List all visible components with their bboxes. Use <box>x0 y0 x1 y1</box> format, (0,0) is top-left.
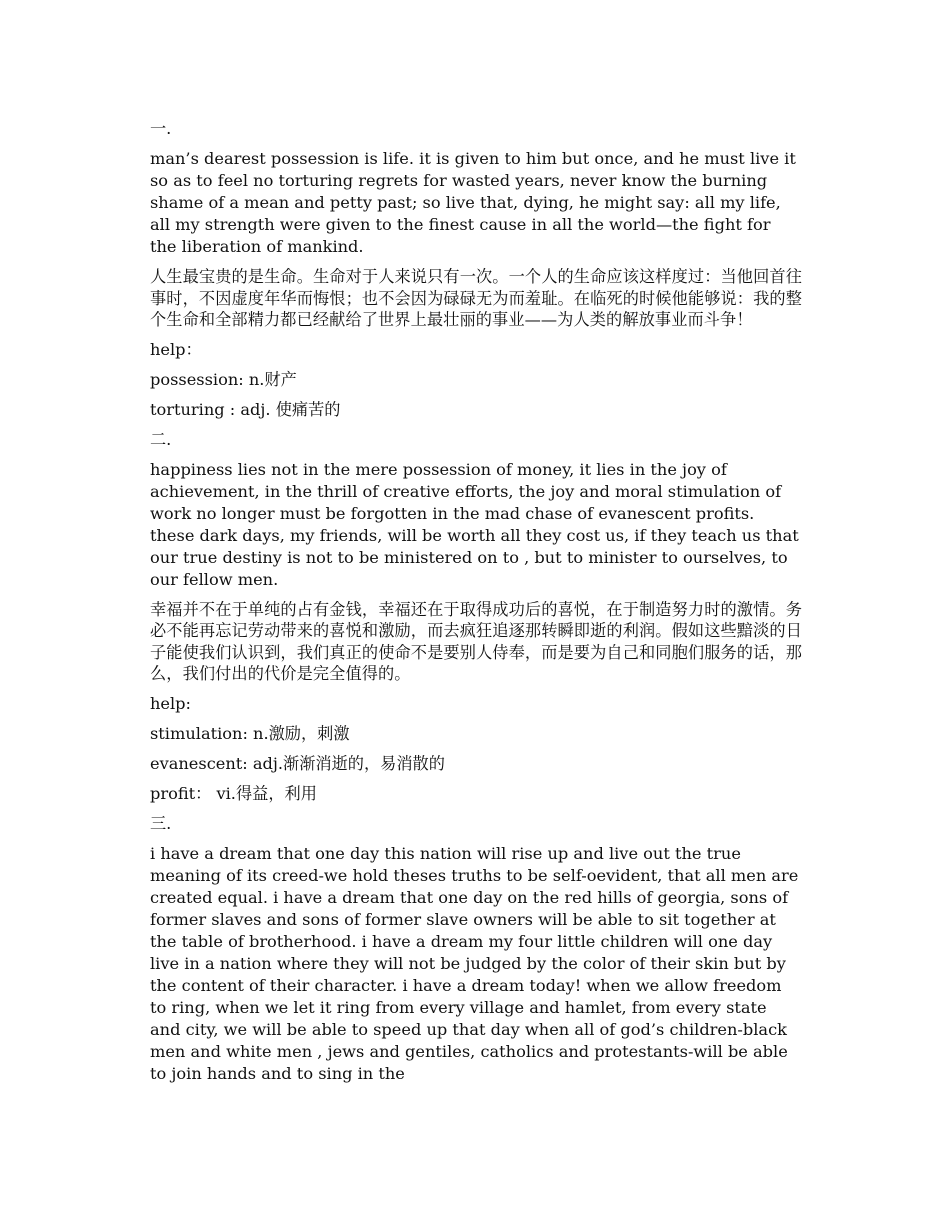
vocab-item: stimulation: n.激励，刺激 <box>150 723 350 743</box>
english-paragraph: happiness lies not in the mere possession of money, it lies in the joy of achievement, in the thrill of creative efforts, the joy and moral stimulation of work no longer must be forgotten in the mad chase of evanescent profits. these dark days, my friends, will be worth all they cost us, if they teach us that our true destiny is not to be ministered on to , but to minister to ourselves, to our fellow men. <box>150 459 799 589</box>
section-heading: 三. <box>150 813 172 833</box>
english-paragraph: i have a dream that one day this nation will rise up and live out the true meaning of its creed-we hold theses truths to be self-oevident, that all men are created equal. i have a dream that one day on the red hills of georgia, sons of former slaves and sons of former slave owners will be able to sit together at the table of brotherhood. i have a dream my four little children will one day live in a nation where they will not be judged by the color of their skin but by the content of their character. i have a dream today! when we allow freedom to ring, when we let it ring from every village and hamlet, from every state and city, we will be able to speed up that day when all of god’s children-black men and white men , jews and gentiles, catholics and protestants-will be able to join hands and to sing in the <box>150 843 799 1083</box>
chinese-paragraph: 人生最宝贵的是生命。生命对于人来说只有一次。一个人的生命应该这样度过：当他回首往事时，不因虚度年华而悔恨；也不会因为碌碌无为而羞耻。在临死的时候他能够说：我的整个生命和全部精力都已经献给了世界上最壮丽的事业——为人类的解放事业而斗争！ <box>150 267 802 329</box>
document-page <box>150 118 802 1093</box>
vocab-item: possession: n.财产 <box>150 369 297 389</box>
help-label: help: <box>150 693 191 713</box>
help-label: help： <box>150 339 202 359</box>
section-2 <box>150 429 802 805</box>
vocab-item: evanescent: adj.渐渐消逝的，易消散的 <box>150 753 445 773</box>
vocab-item: torturing : adj. 使痛苦的 <box>150 399 341 419</box>
section-1 <box>150 118 802 421</box>
vocab-item: profit： vi.得益，利用 <box>150 783 317 803</box>
chinese-paragraph: 幸福并不在于单纯的占有金钱，幸福还在于取得成功后的喜悦，在于制造努力时的激情。务必不能再忘记劳动带来的喜悦和激励，而去疯狂追逐那转瞬即逝的利润。假如这些黯淡的日子能使我们认识到，我们真正的使命不是要别人侍奉，而是要为自己和同胞们服务的话，那么，我们付出的代价是完全值得的。 <box>150 599 802 683</box>
english-paragraph: man’s dearest possession is life. it is given to him but once, and he must live it so as to feel no torturing regrets for wasted years, never know the burning shame of a mean and petty past; so live that, dying, he might say: all my life, all my strength were given to the finest cause in all the world—the fight for the liberation of mankind. <box>150 149 796 256</box>
section-heading: 二. <box>150 429 172 449</box>
section-3 <box>150 813 802 1085</box>
section-heading: 一. <box>150 119 172 138</box>
